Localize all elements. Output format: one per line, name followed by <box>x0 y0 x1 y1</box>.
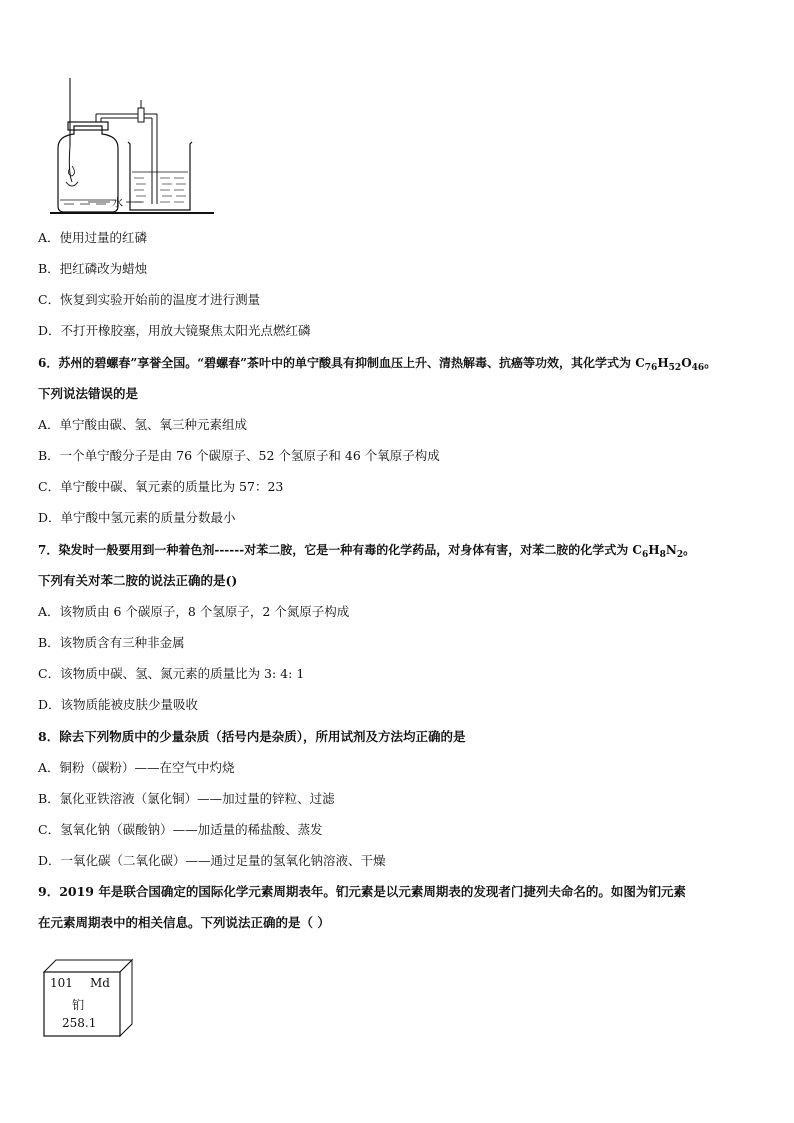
q9-stem-line2: 在元素周期表中的相关信息。下列说法正确的是（ ） <box>38 915 330 930</box>
q8-option-a: A．铜粉（碳粉）——在空气中灼烧 <box>38 760 235 775</box>
atomic-number: 101 <box>50 976 73 990</box>
element-card-mendelevium <box>38 958 138 1038</box>
q7-option-b: B．该物质含有三种非金属 <box>38 635 185 650</box>
q5-option-d: D．不打开橡胶塞，用放大镜聚焦太阳光点燃红磷 <box>38 323 311 338</box>
red-phosphorus-apparatus-figure <box>44 76 214 218</box>
element-symbol: Md <box>90 976 110 990</box>
q7-option-d: D．该物质能被皮肤少量吸收 <box>38 697 199 712</box>
q6-option-d: D．单宁酸中氢元素的质量分数最小 <box>38 510 236 525</box>
q7-stem-line2: 下列有关对苯二胺的说法正确的是() <box>38 573 238 588</box>
q8-option-c: C．氢氧化钠（碳酸钠）——加适量的稀盐酸、蒸发 <box>38 822 323 837</box>
q6-stem-line1: 6．苏州的碧螺春”享誉全国。“碧螺春”茶叶中的单宁酸具有抑制血压上升、清热解毒、抗癌等功效，其化学式为 $C_{76}H_{52}O_{46}$。 <box>38 356 717 373</box>
q5-option-b: B．把红磷改为蜡烛 <box>38 261 148 276</box>
q6-stem-line2: 下列说法错误的是 <box>38 386 139 401</box>
q7-option-a: A．该物质由 6 个碳原子，8 个氢原子，2 个氮原子构成 <box>38 604 350 619</box>
q7-option-c: C．该物质中碳、氢、氮元素的质量比为 3: 4: 1 <box>38 666 305 681</box>
q8-stem: 8．除去下列物质中的少量杂质（括号内是杂质），所用试剂及方法均正确的是 <box>38 729 466 744</box>
q5-option-a: A．使用过量的红磷 <box>38 230 148 245</box>
q6-option-a: A．单宁酸由碳、氢、氧三种元素组成 <box>38 417 248 432</box>
q9-stem-line1: 9．2019 年是联合国确定的国际化学元素周期表年。钔元素是以元素周期表的发现者门捷列夫命名的。如图为钔元素 <box>38 884 686 899</box>
element-name: 钔 <box>72 998 85 1012</box>
atomic-mass: 258.1 <box>62 1016 97 1030</box>
water-label: 水 <box>112 196 123 209</box>
q7-stem-line1: 7．染发时一般要用到一种着色剂------对苯二胺，它是一种有毒的化学药品，对身体有害，对苯二胺的化学式为 $C_6H_8N_2$。 <box>38 543 696 560</box>
q6-option-c: C．单宁酸中碳、氧元素的质量比为 57：23 <box>38 479 284 494</box>
q6-option-b: B．一个单宁酸分子是由 76 个碳原子、52 个氢原子和 46 个氧原子构成 <box>38 448 440 463</box>
q8-option-b: B．氯化亚铁溶液（氯化铜）——加过量的锌粒、过滤 <box>38 791 335 806</box>
q5-option-c: C．恢复到实验开始前的温度才进行测量 <box>38 292 261 307</box>
q8-option-d: D．一氧化碳（二氧化碳）——通过足量的氢氧化钠溶液、干燥 <box>38 853 386 868</box>
